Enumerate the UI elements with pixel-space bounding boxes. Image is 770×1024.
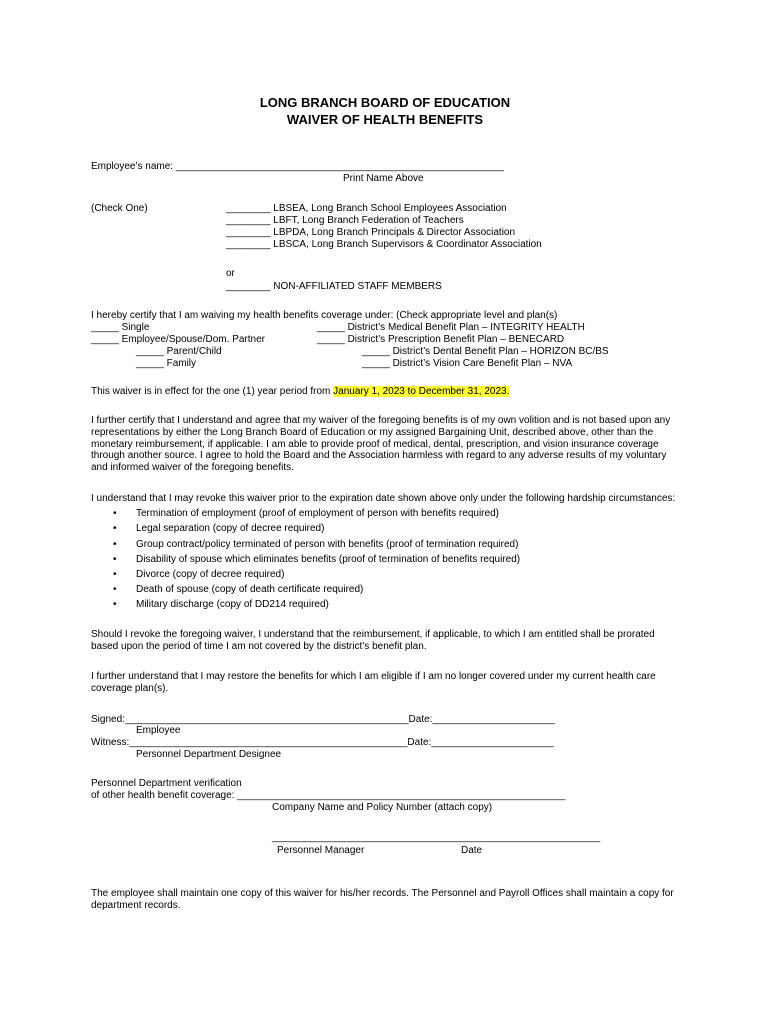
bullet-icon: • — [113, 508, 117, 519]
hardship-item: Death of spouse (copy of death certificate required) — [136, 584, 364, 595]
hardship-item: Group contract/policy terminated of person with benefits (proof of termination required) — [136, 539, 519, 550]
or-text: or — [226, 268, 235, 279]
designee-caption: Personnel Department Designee — [136, 749, 282, 760]
further-certify-paragraph: I further certify that I understand and agree that my waiver of the foregoing benefits is of my own volition and is not based upon any representations by either the Long Branch Board of Education or my assigned Bargaining Unit, described above, other than the monetary reimbursement, if applicable. I am able to provide proof of medical, dental, prescription, and vision insurance coverage through another source. I agree to hold the Board and the Association harmless with regard to any adverse results of my voluntary and informed waiver of the foregoing benefits. — [91, 415, 671, 474]
personnel-manager-caption: Personnel Manager — [277, 845, 365, 856]
hardship-item: Legal separation (copy of decree required) — [136, 523, 325, 534]
hardship-item: Disability of spouse which eliminates benefits (proof of termination of benefits required) — [136, 554, 521, 565]
bullet-icon: • — [113, 599, 117, 610]
effective-period — [91, 386, 509, 398]
bullet-icon: • — [113, 584, 117, 595]
employee-caption: Employee — [136, 725, 181, 736]
level-parent-child[interactable]: _____ Parent/Child — [136, 346, 222, 357]
option-lbsea[interactable]: ________ LBSEA, Long Branch School Employees Association — [226, 203, 507, 214]
effective-text: This waiver is in effect for the one (1) year period from — [91, 386, 334, 397]
company-policy-caption: Company Name and Policy Number (attach copy) — [272, 802, 493, 813]
document-subtitle: WAIVER OF HEALTH BENEFITS — [286, 112, 484, 127]
plan-prescription[interactable]: _____ District’s Prescription Benefit Plan – BENECARD — [317, 334, 565, 345]
restore-paragraph: I further understand that I may restore the benefits for which I am eligible if I am no longer covered under my current health care coverage plan(s). — [91, 671, 656, 694]
hardship-item: Termination of employment (proof of employment of person with benefits required) — [136, 508, 499, 519]
bullet-icon: • — [113, 554, 117, 565]
employee-name-field[interactable]: Employee’s name: ___________________________________________________________ — [91, 161, 504, 172]
witness-date-line[interactable]: Witness:__________________________________________________Date:______________________ — [91, 737, 554, 748]
print-name-caption: Print Name Above — [343, 173, 424, 184]
level-employee-spouse[interactable]: _____ Employee/Spouse/Dom. Partner — [91, 334, 265, 345]
footer-note: The employee shall maintain one copy of this waiver for his/her records. The Personnel and Payroll Offices shall maintain a copy for department records. — [91, 888, 674, 911]
plan-medical[interactable]: _____ District’s Medical Benefit Plan – INTEGRITY HEALTH — [317, 322, 585, 333]
hardship-item: Divorce (copy of decree required) — [136, 569, 285, 580]
should-revoke-paragraph: Should I revoke the foregoing waiver, I understand that the reimbursement, if applicable, to which I am entitled shall be prorated based upon the period of time I am not covered by the district’s benefit plan. — [91, 629, 655, 652]
bullet-icon: • — [113, 523, 117, 534]
check-one-label: (Check One) — [91, 203, 148, 214]
revoke-intro: I understand that I may revoke this waiver prior to the expiration date shown above only under the following hardship circumstances: — [91, 493, 676, 504]
verification-coverage-line[interactable]: of other health benefit coverage: ___________________________________________________________ — [91, 790, 566, 801]
plan-dental[interactable]: _____ District’s Dental Benefit Plan – HORIZON BC/BS — [362, 346, 609, 357]
option-lbsca[interactable]: ________ LBSCA, Long Branch Supervisors & Coordinator Association — [226, 239, 542, 250]
verification-label: Personnel Department verification — [91, 778, 242, 789]
document-title: LONG BRANCH BOARD OF EDUCATION — [259, 95, 511, 110]
level-single[interactable]: _____ Single — [91, 322, 150, 333]
hardship-item: Military discharge (copy of DD214 required) — [136, 599, 329, 610]
plan-vision[interactable]: _____ District’s Vision Care Benefit Plan – NVA — [362, 358, 573, 369]
manager-date-caption: Date — [461, 845, 483, 856]
option-lbpda[interactable]: ________ LBPDA, Long Branch Principals & Director Association — [226, 227, 516, 238]
signed-date-line[interactable]: Signed:___________________________________________________Date:______________________ — [91, 714, 555, 725]
manager-signature-line[interactable]: ___________________________________________________________ — [272, 832, 601, 843]
option-non-affiliated[interactable]: ________ NON-AFFILIATED STAFF MEMBERS — [226, 281, 442, 292]
option-lbft[interactable]: ________ LBFT, Long Branch Federation of Teachers — [226, 215, 464, 226]
certify-intro: I hereby certify that I am waiving my health benefits coverage under: (Check appropriate level and plan(s) — [91, 310, 558, 321]
bullet-icon: • — [113, 539, 117, 550]
effective-dates-highlight: January 1, 2023 to December 31, 2023. — [333, 386, 510, 397]
bullet-icon: • — [113, 569, 117, 580]
level-family[interactable]: _____ Family — [136, 358, 197, 369]
